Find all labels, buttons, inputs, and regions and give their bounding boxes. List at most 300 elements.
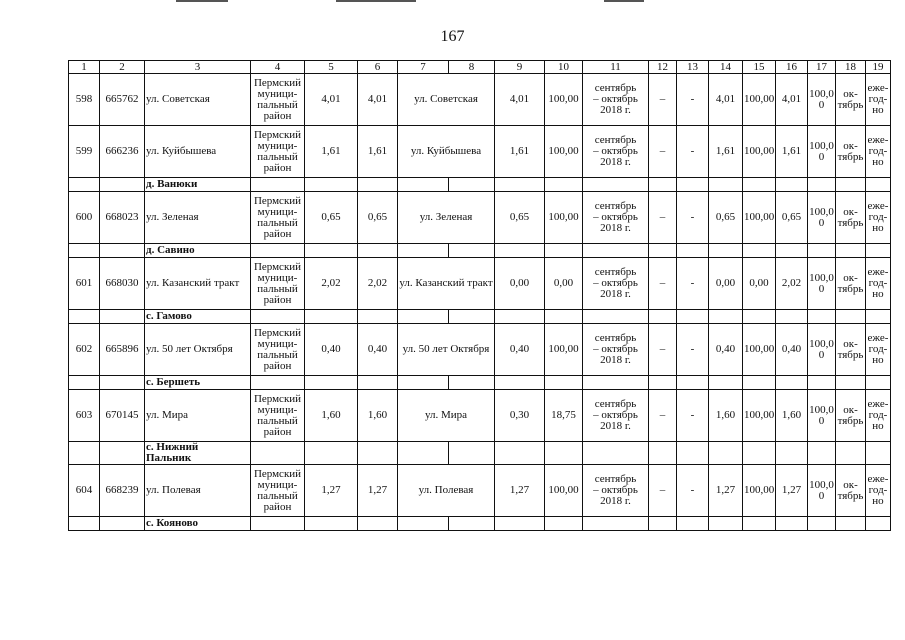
street-name: ул. Мира xyxy=(145,390,251,442)
column-number: 4 xyxy=(251,61,305,74)
empty-cell xyxy=(398,442,449,465)
object-name: ул. Казанский тракт xyxy=(398,258,495,310)
cell-line: год- xyxy=(868,211,888,223)
cell-line: Пермский xyxy=(253,392,302,405)
page-number: 167 xyxy=(440,28,465,45)
value-col14: 0,65 xyxy=(709,192,743,244)
empty-cell xyxy=(677,376,709,390)
length-repair: 1,61 xyxy=(358,126,398,178)
cell-line: муници- xyxy=(257,403,298,416)
period-cell xyxy=(583,192,649,244)
empty-cell xyxy=(69,376,100,390)
empty-cell xyxy=(545,376,583,390)
empty-cell xyxy=(69,442,100,465)
empty-cell xyxy=(743,178,776,192)
period-cell xyxy=(583,258,649,310)
table-row xyxy=(69,324,891,376)
cell-line: 100,0 xyxy=(809,337,834,350)
frequency-col19 xyxy=(866,324,891,376)
empty-cell xyxy=(808,376,836,390)
percent-col10: 100,00 xyxy=(545,324,583,376)
column-number: 11 xyxy=(583,61,649,74)
cell-line: Пермский xyxy=(253,194,302,207)
percent-col17 xyxy=(808,465,836,517)
length-total: 0,65 xyxy=(305,192,358,244)
cell-line: пальный xyxy=(257,216,298,229)
cell-line: еже- xyxy=(867,266,889,278)
street-name: ул. Зеленая xyxy=(145,192,251,244)
empty-cell xyxy=(776,244,808,258)
percent-col10: 0,00 xyxy=(545,258,583,310)
column-number: 18 xyxy=(836,61,866,74)
length-repair: 1,60 xyxy=(358,390,398,442)
empty-cell xyxy=(583,310,649,324)
cell-line: сентябрь xyxy=(594,200,637,212)
empty-cell xyxy=(677,310,709,324)
cell-line: но xyxy=(872,222,884,234)
cell-line: 0 xyxy=(818,414,825,427)
cell-line: тябрь xyxy=(837,150,864,163)
road-id: 668023 xyxy=(100,192,145,244)
empty-cell xyxy=(808,517,836,531)
percent-col15: 100,00 xyxy=(743,390,776,442)
period-cell xyxy=(583,74,649,126)
column-number: 15 xyxy=(743,61,776,74)
object-name: ул. Куйбышева xyxy=(398,126,495,178)
empty-cell xyxy=(251,376,305,390)
empty-cell xyxy=(449,310,495,324)
frequency-col19 xyxy=(866,465,891,517)
empty-cell xyxy=(358,442,398,465)
object-name: ул. Зеленая xyxy=(398,192,495,244)
value-col14: 4,01 xyxy=(709,74,743,126)
road-id: 668239 xyxy=(100,465,145,517)
cell-line: 0 xyxy=(818,216,825,229)
percent-col10: 100,00 xyxy=(545,465,583,517)
length-total: 1,60 xyxy=(305,390,358,442)
district-cell xyxy=(251,465,305,517)
length-total: 1,27 xyxy=(305,465,358,517)
road-id: 665896 xyxy=(100,324,145,376)
empty-cell xyxy=(69,178,100,192)
dash-col12: – xyxy=(649,324,677,376)
percent-col15: 0,00 xyxy=(743,258,776,310)
cell-line: район xyxy=(263,500,292,513)
value-col9: 0,00 xyxy=(495,258,545,310)
column-number: 3 xyxy=(145,61,251,74)
empty-cell xyxy=(495,442,545,465)
cell-line: год- xyxy=(868,343,888,355)
empty-cell xyxy=(100,517,145,531)
value-col14: 1,27 xyxy=(709,465,743,517)
dash-col12: – xyxy=(649,74,677,126)
table-row xyxy=(69,74,891,126)
column-number: 14 xyxy=(709,61,743,74)
empty-cell xyxy=(398,178,449,192)
cell-line: – октябрь xyxy=(593,277,638,289)
cell-line: муници- xyxy=(257,87,298,100)
cell-line: сентябрь xyxy=(594,266,637,278)
month-col18 xyxy=(836,390,866,442)
empty-cell xyxy=(709,376,743,390)
empty-cell xyxy=(649,517,677,531)
empty-cell xyxy=(358,178,398,192)
empty-cell xyxy=(251,244,305,258)
cell-line: ок- xyxy=(843,478,858,491)
cell-line: сентябрь xyxy=(594,473,637,485)
cell-line: но xyxy=(872,420,884,432)
empty-cell xyxy=(836,376,866,390)
empty-cell xyxy=(836,244,866,258)
register-table xyxy=(68,60,891,531)
value-col16: 0,65 xyxy=(776,192,808,244)
length-total: 0,40 xyxy=(305,324,358,376)
empty-cell xyxy=(743,442,776,465)
empty-cell xyxy=(866,442,891,465)
cell-line: 100,0 xyxy=(809,403,834,416)
percent-col17 xyxy=(808,390,836,442)
empty-cell xyxy=(649,310,677,324)
empty-cell xyxy=(836,517,866,531)
percent-col10: 18,75 xyxy=(545,390,583,442)
month-col18 xyxy=(836,126,866,178)
district-cell xyxy=(251,74,305,126)
district-cell xyxy=(251,390,305,442)
street-name: ул. 50 лет Октября xyxy=(145,324,251,376)
empty-cell xyxy=(100,244,145,258)
register-body xyxy=(69,61,891,531)
table-row xyxy=(69,192,891,244)
empty-cell xyxy=(649,442,677,465)
empty-cell xyxy=(305,178,358,192)
cell-line: год- xyxy=(868,484,888,496)
locality-name xyxy=(145,442,251,465)
empty-cell xyxy=(776,178,808,192)
percent-col10: 100,00 xyxy=(545,74,583,126)
cell-line: сентябрь xyxy=(594,398,637,410)
cell-line: 100,0 xyxy=(809,205,834,218)
column-number: 5 xyxy=(305,61,358,74)
cell-line: еже- xyxy=(867,473,889,485)
cell-line: район xyxy=(263,293,292,306)
empty-cell xyxy=(677,442,709,465)
empty-cell xyxy=(776,442,808,465)
frequency-col19 xyxy=(866,258,891,310)
dash-col13: - xyxy=(677,465,709,517)
cell-line: пальный xyxy=(257,282,298,295)
locality-name xyxy=(145,376,251,390)
locality-name xyxy=(145,310,251,324)
length-repair: 2,02 xyxy=(358,258,398,310)
length-repair: 4,01 xyxy=(358,74,398,126)
empty-cell xyxy=(836,310,866,324)
cell-line: 0 xyxy=(818,348,825,361)
empty-cell xyxy=(866,178,891,192)
empty-cell xyxy=(808,178,836,192)
column-number: 13 xyxy=(677,61,709,74)
value-col9: 4,01 xyxy=(495,74,545,126)
frequency-col19 xyxy=(866,192,891,244)
cell-line: район xyxy=(263,227,292,240)
row-number: 600 xyxy=(69,192,100,244)
empty-cell xyxy=(545,310,583,324)
empty-cell xyxy=(358,310,398,324)
percent-col15: 100,00 xyxy=(743,192,776,244)
percent-col10: 100,00 xyxy=(545,126,583,178)
object-name: ул. 50 лет Октября xyxy=(398,324,495,376)
empty-cell xyxy=(100,178,145,192)
cell-line: пальный xyxy=(257,489,298,502)
empty-cell xyxy=(836,442,866,465)
cell-line: год- xyxy=(868,93,888,105)
empty-cell xyxy=(251,178,305,192)
cell-line: сентябрь xyxy=(594,82,637,94)
cell-line: 2018 г. xyxy=(600,288,631,300)
cell-line: год- xyxy=(868,409,888,421)
cell-line: – октябрь xyxy=(593,484,638,496)
cell-line: с. Бершеть xyxy=(146,376,201,388)
period-cell xyxy=(583,465,649,517)
dash-col12: – xyxy=(649,192,677,244)
percent-col15: 100,00 xyxy=(743,126,776,178)
cell-line: еже- xyxy=(867,398,889,410)
cell-line: еже- xyxy=(867,82,889,94)
row-number: 604 xyxy=(69,465,100,517)
cell-line: – октябрь xyxy=(593,145,638,157)
cell-line: но xyxy=(872,288,884,300)
dash-col12: – xyxy=(649,126,677,178)
street-name: ул. Советская xyxy=(145,74,251,126)
empty-cell xyxy=(709,244,743,258)
locality-row xyxy=(69,310,891,324)
percent-col17 xyxy=(808,74,836,126)
column-number: 8 xyxy=(449,61,495,74)
column-number: 7 xyxy=(398,61,449,74)
cell-line: Пермский xyxy=(253,76,302,89)
street-name: ул. Куйбышева xyxy=(145,126,251,178)
row-number: 599 xyxy=(69,126,100,178)
empty-cell xyxy=(398,517,449,531)
cell-line: район xyxy=(263,425,292,438)
column-number: 16 xyxy=(776,61,808,74)
empty-cell xyxy=(251,517,305,531)
empty-cell xyxy=(100,310,145,324)
period-cell xyxy=(583,324,649,376)
locality-row xyxy=(69,376,891,390)
cell-line: муници- xyxy=(257,205,298,218)
empty-cell xyxy=(709,178,743,192)
dash-col13: - xyxy=(677,258,709,310)
empty-cell xyxy=(251,442,305,465)
cell-line: ок- xyxy=(843,337,858,350)
locality-row xyxy=(69,244,891,258)
cell-line: год- xyxy=(868,277,888,289)
empty-cell xyxy=(69,244,100,258)
empty-cell xyxy=(449,376,495,390)
cell-line: тябрь xyxy=(837,348,864,361)
dash-col13: - xyxy=(677,324,709,376)
cell-line: 100,0 xyxy=(809,139,834,152)
empty-cell xyxy=(449,178,495,192)
percent-col15: 100,00 xyxy=(743,465,776,517)
empty-cell xyxy=(449,244,495,258)
empty-cell xyxy=(69,517,100,531)
month-col18 xyxy=(836,74,866,126)
column-number: 10 xyxy=(545,61,583,74)
cell-line: ок- xyxy=(843,139,858,152)
cell-line: муници- xyxy=(257,139,298,152)
object-name: ул. Полевая xyxy=(398,465,495,517)
month-col18 xyxy=(836,324,866,376)
value-col9: 0,65 xyxy=(495,192,545,244)
empty-cell xyxy=(776,517,808,531)
empty-cell xyxy=(495,244,545,258)
cell-line: пальный xyxy=(257,414,298,427)
empty-cell xyxy=(305,376,358,390)
value-col16: 4,01 xyxy=(776,74,808,126)
cell-line: Пермский xyxy=(253,128,302,141)
cell-line: муници- xyxy=(257,478,298,491)
street-name: ул. Казанский тракт xyxy=(145,258,251,310)
cell-line: ок- xyxy=(843,403,858,416)
road-id: 666236 xyxy=(100,126,145,178)
empty-cell xyxy=(305,517,358,531)
cell-line: с. Кояново xyxy=(146,517,198,529)
dash-col12: – xyxy=(649,390,677,442)
cell-line: 0 xyxy=(818,489,825,502)
cell-line: район xyxy=(263,109,292,122)
empty-cell xyxy=(649,376,677,390)
column-number: 6 xyxy=(358,61,398,74)
cell-line: 2018 г. xyxy=(600,222,631,234)
cell-line: Пермский xyxy=(253,326,302,339)
month-col18 xyxy=(836,258,866,310)
cell-line: еже- xyxy=(867,332,889,344)
locality-row xyxy=(69,517,891,531)
length-repair: 1,27 xyxy=(358,465,398,517)
empty-cell xyxy=(398,244,449,258)
empty-cell xyxy=(583,517,649,531)
empty-cell xyxy=(305,244,358,258)
dash-col13: - xyxy=(677,126,709,178)
cell-line: тябрь xyxy=(837,98,864,111)
length-total: 1,61 xyxy=(305,126,358,178)
empty-cell xyxy=(709,442,743,465)
cell-line: с. Нижний xyxy=(146,441,199,453)
district-cell xyxy=(251,258,305,310)
cell-line: ок- xyxy=(843,87,858,100)
empty-cell xyxy=(583,376,649,390)
cell-line: район xyxy=(263,161,292,174)
cell-line: 100,0 xyxy=(809,478,834,491)
empty-cell xyxy=(398,376,449,390)
locality-name xyxy=(145,244,251,258)
cell-line: д. Ванюки xyxy=(146,178,198,190)
empty-cell xyxy=(545,244,583,258)
empty-cell xyxy=(100,376,145,390)
table-row xyxy=(69,465,891,517)
table-row xyxy=(69,126,891,178)
cell-line: но xyxy=(872,354,884,366)
percent-col15: 100,00 xyxy=(743,74,776,126)
cell-line: тябрь xyxy=(837,489,864,502)
value-col16: 1,60 xyxy=(776,390,808,442)
cell-line: Пальник xyxy=(146,452,192,464)
empty-cell xyxy=(495,178,545,192)
empty-cell xyxy=(583,178,649,192)
cell-line: сентябрь xyxy=(594,332,637,344)
length-total: 4,01 xyxy=(305,74,358,126)
cell-line: 0 xyxy=(818,282,825,295)
percent-col17 xyxy=(808,192,836,244)
top-rule-mid xyxy=(336,0,416,2)
value-col16: 2,02 xyxy=(776,258,808,310)
cell-line: 2018 г. xyxy=(600,495,631,507)
cell-line: год- xyxy=(868,145,888,157)
empty-cell xyxy=(709,517,743,531)
cell-line: муници- xyxy=(257,271,298,284)
empty-cell xyxy=(545,517,583,531)
cell-line: пальный xyxy=(257,150,298,163)
locality-row xyxy=(69,178,891,192)
value-col14: 0,00 xyxy=(709,258,743,310)
empty-cell xyxy=(808,244,836,258)
empty-cell xyxy=(358,517,398,531)
cell-line: д. Савино xyxy=(146,244,195,256)
percent-col17 xyxy=(808,126,836,178)
empty-cell xyxy=(69,310,100,324)
empty-cell xyxy=(495,517,545,531)
value-col14: 0,40 xyxy=(709,324,743,376)
empty-cell xyxy=(358,376,398,390)
value-col16: 0,40 xyxy=(776,324,808,376)
empty-cell xyxy=(866,376,891,390)
month-col18 xyxy=(836,465,866,517)
empty-cell xyxy=(866,310,891,324)
top-rule-right xyxy=(604,0,644,2)
cell-line: – октябрь xyxy=(593,343,638,355)
empty-cell xyxy=(583,244,649,258)
table-row xyxy=(69,390,891,442)
cell-line: пальный xyxy=(257,98,298,111)
column-number: 2 xyxy=(100,61,145,74)
cell-line: с. Гамово xyxy=(146,310,192,322)
cell-line: тябрь xyxy=(837,414,864,427)
dash-col12: – xyxy=(649,258,677,310)
value-col14: 1,60 xyxy=(709,390,743,442)
cell-line: но xyxy=(872,495,884,507)
value-col16: 1,61 xyxy=(776,126,808,178)
column-number: 19 xyxy=(866,61,891,74)
cell-line: пальный xyxy=(257,348,298,361)
row-number: 603 xyxy=(69,390,100,442)
street-name: ул. Полевая xyxy=(145,465,251,517)
percent-col15: 100,00 xyxy=(743,324,776,376)
empty-cell xyxy=(808,442,836,465)
row-number: 598 xyxy=(69,74,100,126)
cell-line: тябрь xyxy=(837,216,864,229)
cell-line: 100,0 xyxy=(809,271,834,284)
cell-line: 2018 г. xyxy=(600,156,631,168)
empty-cell xyxy=(836,178,866,192)
locality-row xyxy=(69,442,891,465)
value-col9: 1,61 xyxy=(495,126,545,178)
object-name: ул. Советская xyxy=(398,74,495,126)
percent-col17 xyxy=(808,258,836,310)
empty-cell xyxy=(100,442,145,465)
empty-cell xyxy=(866,244,891,258)
dash-col13: - xyxy=(677,74,709,126)
